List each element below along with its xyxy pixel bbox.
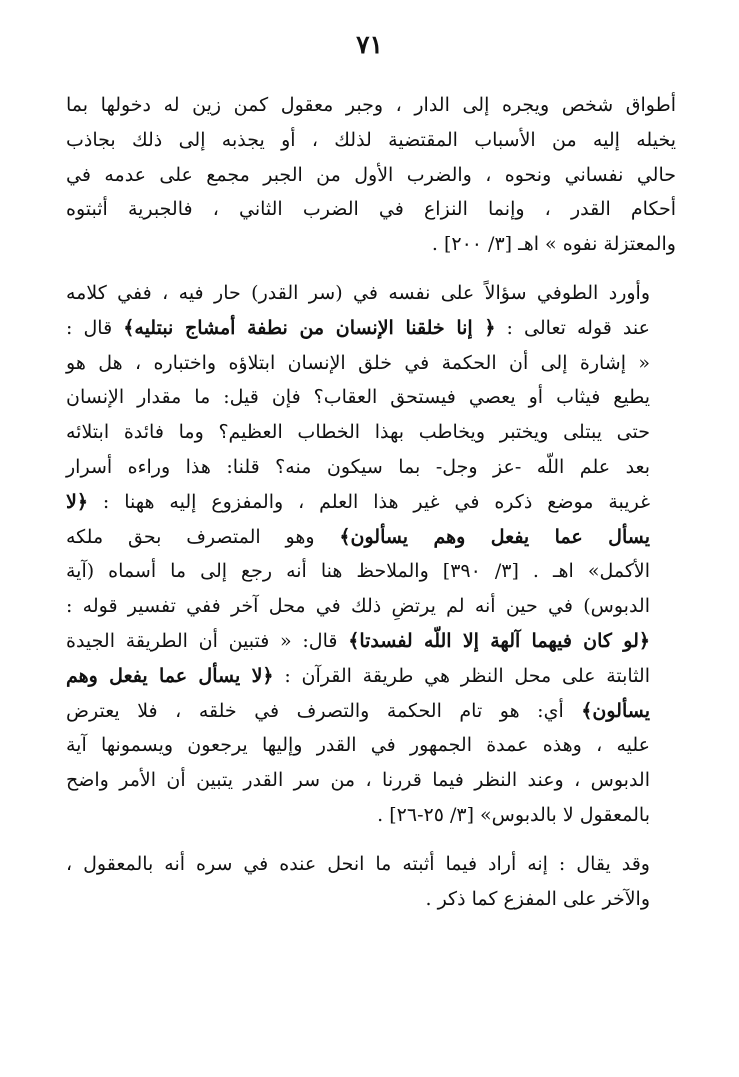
text-run: حالي نفساني ونحوه ، والضرب الأول من الجبر مجمع على عدمه في: [66, 163, 676, 186]
text-line: [66, 311, 676, 346]
text-line: [66, 554, 676, 589]
text-line: [66, 589, 676, 624]
text-run: يخيله إليه من الأسباب المقتضية لذلك ، أو يجذبه إلى ذلك بجاذب: [66, 128, 676, 151]
text-line: [66, 763, 676, 798]
text-line: [66, 847, 676, 882]
document-body: [66, 88, 676, 916]
text-run: وأورد الطوفي سؤالاً على نفسه في (سر القدر) حار فيه ، ففي كلامه: [66, 281, 650, 304]
paragraph: [66, 847, 676, 917]
text-line: [66, 380, 676, 415]
text-run: أطواق شخص ويجره إلى الدار ، وجبر معقول كمن زين له دخولها بما: [66, 94, 676, 116]
text-run: يطيع فيثاب أو يعصي فيستحق العقاب؟ فإن قيل: ما مقدار الإنسان: [66, 386, 650, 409]
quran-verse: ﴿لا: [66, 490, 88, 513]
text-run: بالمعقول لا بالدبوس» [٣/ ٢٥-٢٦] .: [377, 803, 650, 826]
text-line: [66, 520, 676, 555]
text-run: والآخر على المفزع كما ذكر .: [425, 887, 650, 910]
text-run: أحكام القدر ، وإنما النزاع في الضرب الثاني ، فالجبرية أثبتوه: [66, 198, 676, 221]
text-run: والمعتزلة نفوه » اهـ [٣/ ٢٠٠] .: [431, 233, 676, 256]
text-line: [66, 158, 676, 193]
quran-verse: يسألون﴾: [581, 699, 650, 722]
text-line: [66, 798, 676, 833]
quran-verse: يسأل عما يفعل وهم يسألون﴾: [339, 525, 650, 548]
page-number: ٧١: [356, 30, 383, 59]
paragraph: [66, 88, 676, 262]
text-run: وهو المتصرف بحق ملكه: [66, 525, 340, 548]
text-line: [66, 728, 676, 763]
text-run: « إشارة إلى أن الحكمة في خلق الإنسان ابتلاؤه واختباره ، هل هو: [66, 351, 650, 374]
text-line: [66, 88, 676, 123]
text-run: غريبة موضع ذكره في غير هذا العلم ، والمفزوع إليه ههنا :: [87, 490, 650, 513]
text-run: حتى يبتلى ويختبر ويخاطب بهذا الخطاب العظيم؟ وما فائدة ابتلائه: [66, 421, 650, 444]
text-run: الأكمل» اهـ . [٣/ ٣٩٠] والملاحظ هنا أنه رجع إلى ما أسماه (آية: [66, 560, 650, 583]
text-run: عند قوله تعالى :: [495, 316, 650, 339]
text-line: [66, 192, 676, 227]
text-run: قال: « فتبين أن الطريقة الجيدة: [66, 629, 349, 652]
text-line: [66, 694, 676, 729]
paragraph: [66, 276, 676, 833]
text-run: الثابتة على محل النظر هي طريقة القرآن :: [273, 664, 651, 687]
quran-verse: ﴿لو كان فيهما آلهة إلا اللّه لفسدتا﴾: [348, 629, 650, 652]
text-run: وقد يقال : إنه أراد فيما أثبته ما انحل عنده في سره أنه بالمعقول ،: [66, 852, 650, 875]
text-run: الدبوس) في حين أنه لم يرتضِ ذلك في محل آخر ففي تفسير قوله :: [66, 595, 650, 618]
text-line: [66, 346, 676, 381]
text-line: [66, 415, 676, 450]
text-line: [66, 659, 676, 694]
quran-verse: ﴿لا يسأل عما يفعل وهم: [66, 664, 274, 687]
text-line: [66, 882, 676, 917]
text-line: [66, 276, 676, 311]
text-line: [66, 123, 676, 158]
text-run: الدبوس ، وعند النظر فيما قررنا ، من سر القدر يتبين أن الأمر واضح: [66, 769, 650, 792]
quran-verse: ﴿ إنا خلقنا الإنسان من نطفة أمشاج نبتليه﴾: [123, 316, 496, 339]
text-line: [66, 450, 676, 485]
text-line: [66, 624, 676, 659]
text-run: بعد علم اللّه -عز وجل- بما سيكون منه؟ قلنا: هذا وراءه أسرار: [66, 455, 650, 478]
text-line: [66, 485, 676, 520]
text-line: [66, 227, 676, 262]
text-run: أي: هو تام الحكمة والتصرف في خلقه ، فلا يعترض: [66, 699, 582, 722]
text-run: عليه ، وهذه عمدة الجمهور في القدر وإليها يرجعون ويسمونها آية: [66, 734, 650, 757]
text-run: قال :: [66, 316, 124, 339]
